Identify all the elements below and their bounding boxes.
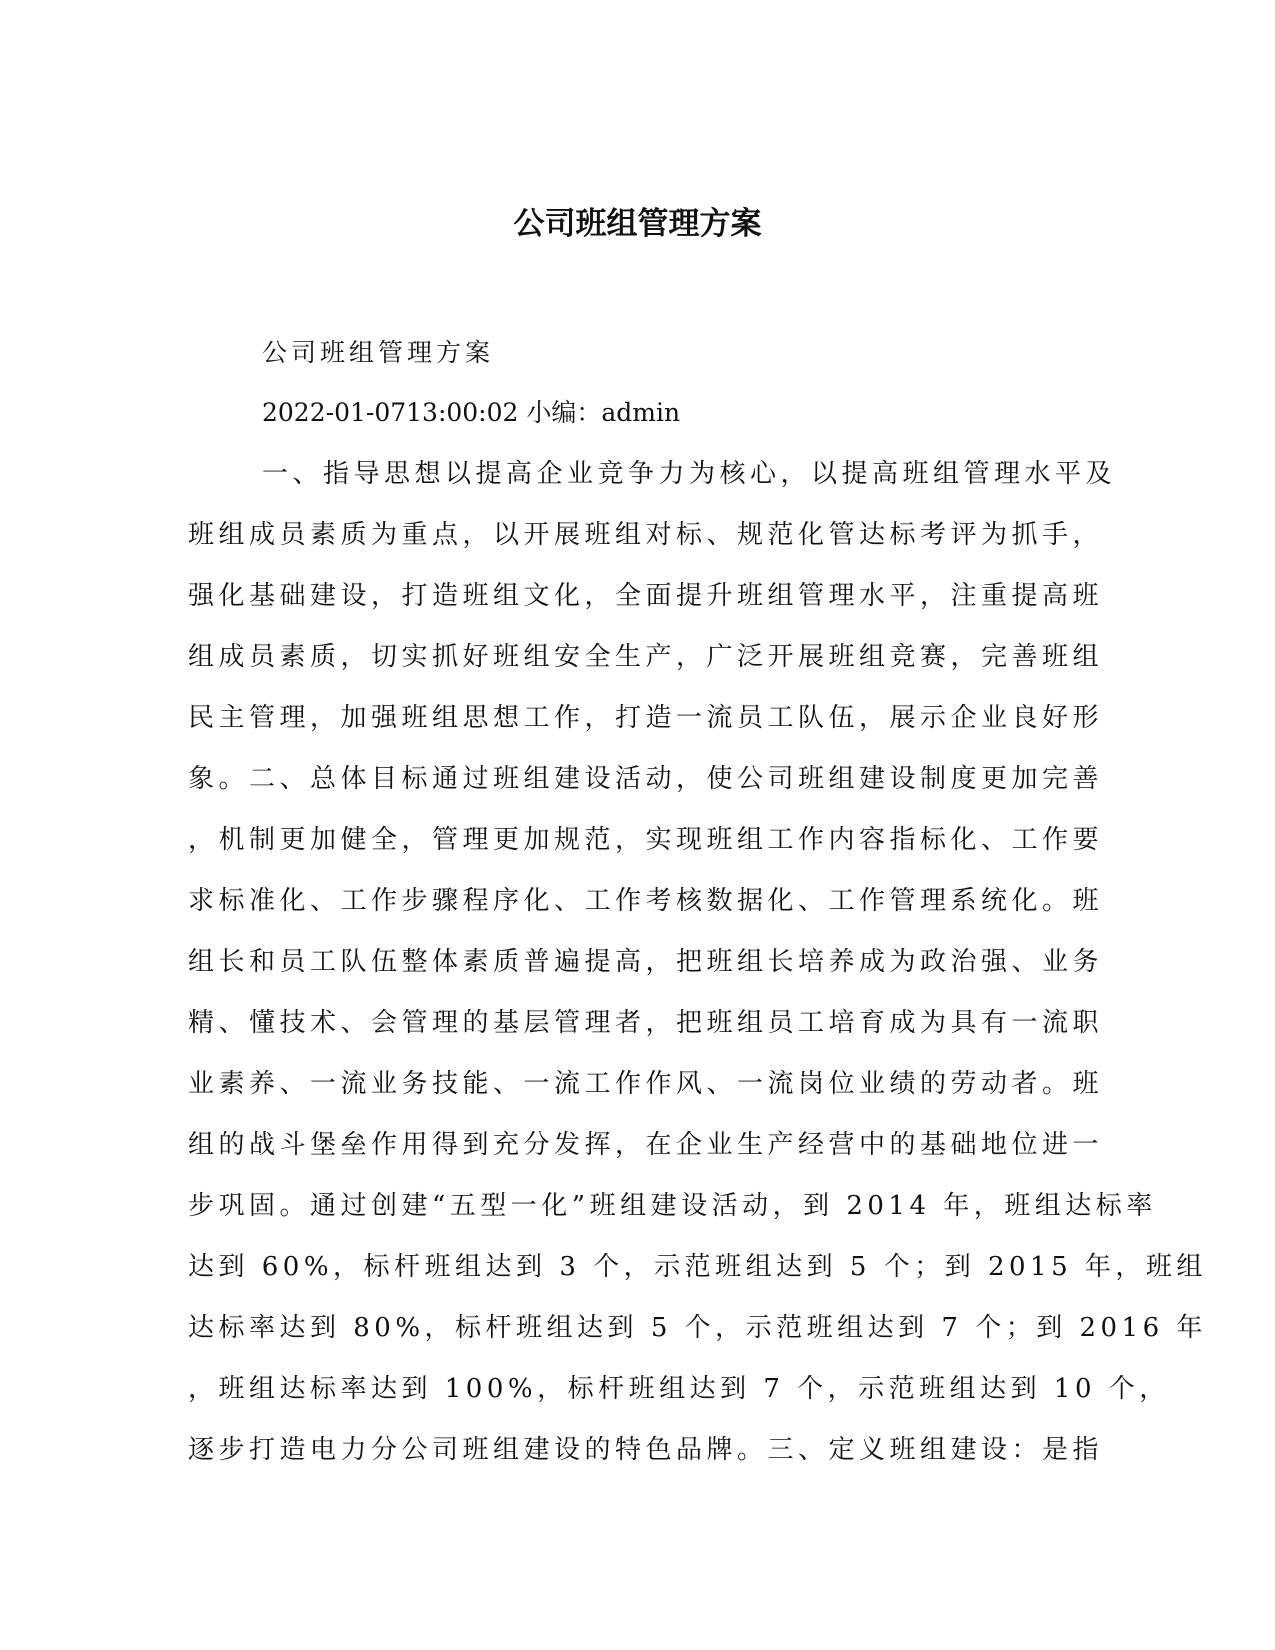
document-title: 公司班组管理方案 — [513, 206, 762, 242]
body-line: 精、懂技术、会管理的基层管理者，把班组员工培育成为具有一流职 — [188, 1008, 1104, 1038]
body-line: 达到 60%，标杆班组达到 3 个，示范班组达到 5 个；到 2015 年，班组 — [188, 1252, 1207, 1282]
body-line: 逐步打造电力分公司班组建设的特色品牌。三、定义班组建设：是指 — [188, 1435, 1104, 1465]
body-line: 达标率达到 80%，标杆班组达到 5 个，示范班组达到 7 个；到 2016 年 — [188, 1313, 1207, 1343]
date-author-line: 2022-01-0713:00:02 小编：admin — [262, 398, 681, 427]
body-line: 象。二、总体目标通过班组建设活动，使公司班组建设制度更加完善 — [188, 764, 1104, 794]
body-line: 求标准化、工作步骤程序化、工作考核数据化、工作管理系统化。班 — [188, 886, 1104, 916]
body-line: 业素养、一流业务技能、一流工作作风、一流岗位业绩的劳动者。班 — [188, 1069, 1104, 1099]
document-subtitle: 公司班组管理方案 — [262, 338, 495, 367]
body-line: 民主管理，加强班组思想工作，打造一流员工队伍，展示企业良好形 — [188, 703, 1104, 733]
body-line: 步巩固。通过创建“五型一化”班组建设活动，到 2014 年，班组达标率 — [188, 1191, 1157, 1221]
body-line: 一、指导思想以提高企业竞争力为核心，以提高班组管理水平及 — [262, 459, 1117, 489]
body-line: ，班组达标率达到 100%，标杆班组达到 7 个，示范班组达到 10 个， — [188, 1374, 1170, 1404]
body-line: 组成员素质，切实抓好班组安全生产，广泛开展班组竞赛，完善班组 — [188, 642, 1104, 672]
body-line: 组长和员工队伍整体素质普遍提高，把班组长培养成为政治强、业务 — [188, 947, 1104, 977]
body-line: 组的战斗堡垒作用得到充分发挥，在企业生产经营中的基础地位进一 — [188, 1130, 1104, 1160]
body-line: 强化基础建设，打造班组文化，全面提升班组管理水平，注重提高班 — [188, 581, 1104, 611]
document-body — [188, 451, 1207, 1488]
body-line: 班组成员素质为重点，以开展班组对标、规范化管达标考评为抓手， — [188, 520, 1104, 550]
body-line: ，机制更加健全，管理更加规范，实现班组工作内容指标化、工作要 — [188, 825, 1104, 855]
